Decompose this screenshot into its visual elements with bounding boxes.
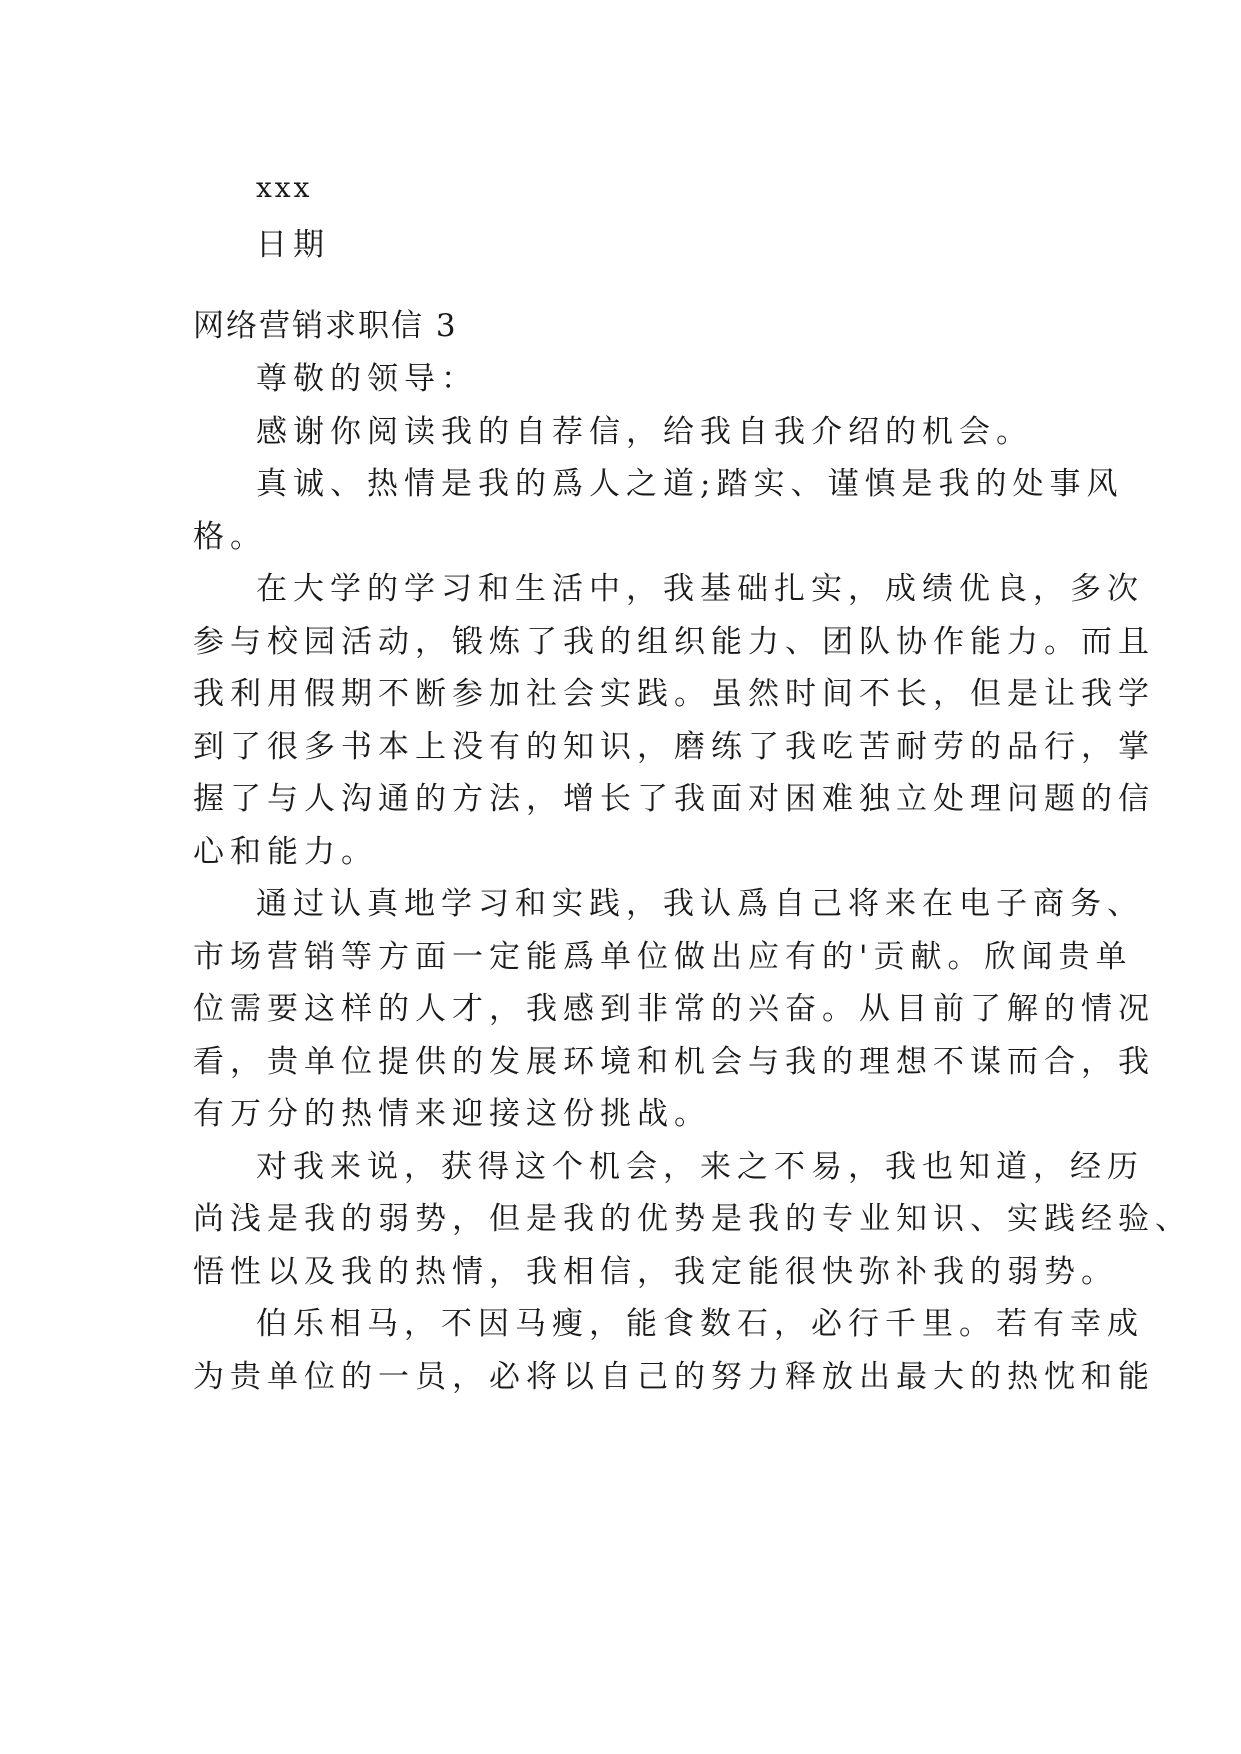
paragraph-line: 格。 (193, 519, 267, 555)
paragraph-line: 参与校园活动，锻炼了我的组织能力、团队协作能力。而且 (193, 624, 1155, 660)
paragraph-line: 市场营销等方面一定能爲单位做出应有的'贡献。欣闻贵单 (193, 939, 1133, 975)
paragraph-line: 真诚、热情是我的爲人之道;踏实、谨慎是我的处事风 (256, 466, 1124, 502)
paragraph-line: 感谢你阅读我的自荐信，给我自我介绍的机会。 (256, 414, 1033, 450)
paragraph-line: 有万分的热情来迎接这份挑战。 (193, 1096, 711, 1132)
paragraph-line: 我利用假期不断参加社会实践。虽然时间不长，但是让我学 (193, 676, 1155, 712)
paragraph-line: 在大学的学习和生活中，我基础扎实，成绩优良，多次 (256, 571, 1144, 607)
paragraph-line: 通过认真地学习和实践，我认爲自己将来在电子商务、 (256, 886, 1144, 922)
paragraph-line: 位需要这样的人才，我感到非常的兴奋。从目前了解的情况 (193, 991, 1155, 1027)
paragraph-line: 到了很多书本上没有的知识，磨练了我吃苦耐劳的品行，掌 (193, 729, 1155, 765)
paragraph-line: 看，贵单位提供的发展环境和机会与我的理想不谋而合，我 (193, 1044, 1155, 1080)
paragraph-line: 为贵单位的一员，必将以自己的努力释放出最大的热忱和能 (193, 1359, 1155, 1395)
letter-salutation: 尊敬的领导： (256, 361, 478, 397)
paragraph-line: 握了与人沟通的方法，增长了我面对困难独立处理问题的信 (193, 781, 1155, 817)
paragraph-line: 心和能力。 (193, 834, 378, 870)
letter-title: 网络营销求职信 3 (193, 308, 458, 344)
paragraph-line: 尚浅是我的弱势，但是我的优势是我的专业知识、实践经验、 (193, 1201, 1192, 1237)
paragraph-line: 伯乐相马，不因马瘦，能食数石，必行千里。若有幸成 (256, 1306, 1144, 1342)
signature-date: 日期 (256, 227, 330, 263)
paragraph-line: 悟性以及我的热情，我相信，我定能很快弥补我的弱势。 (193, 1254, 1118, 1290)
paragraph-line: 对我来说，获得这个机会，来之不易，我也知道，经历 (256, 1149, 1144, 1185)
signature-name: xxx (256, 171, 313, 204)
